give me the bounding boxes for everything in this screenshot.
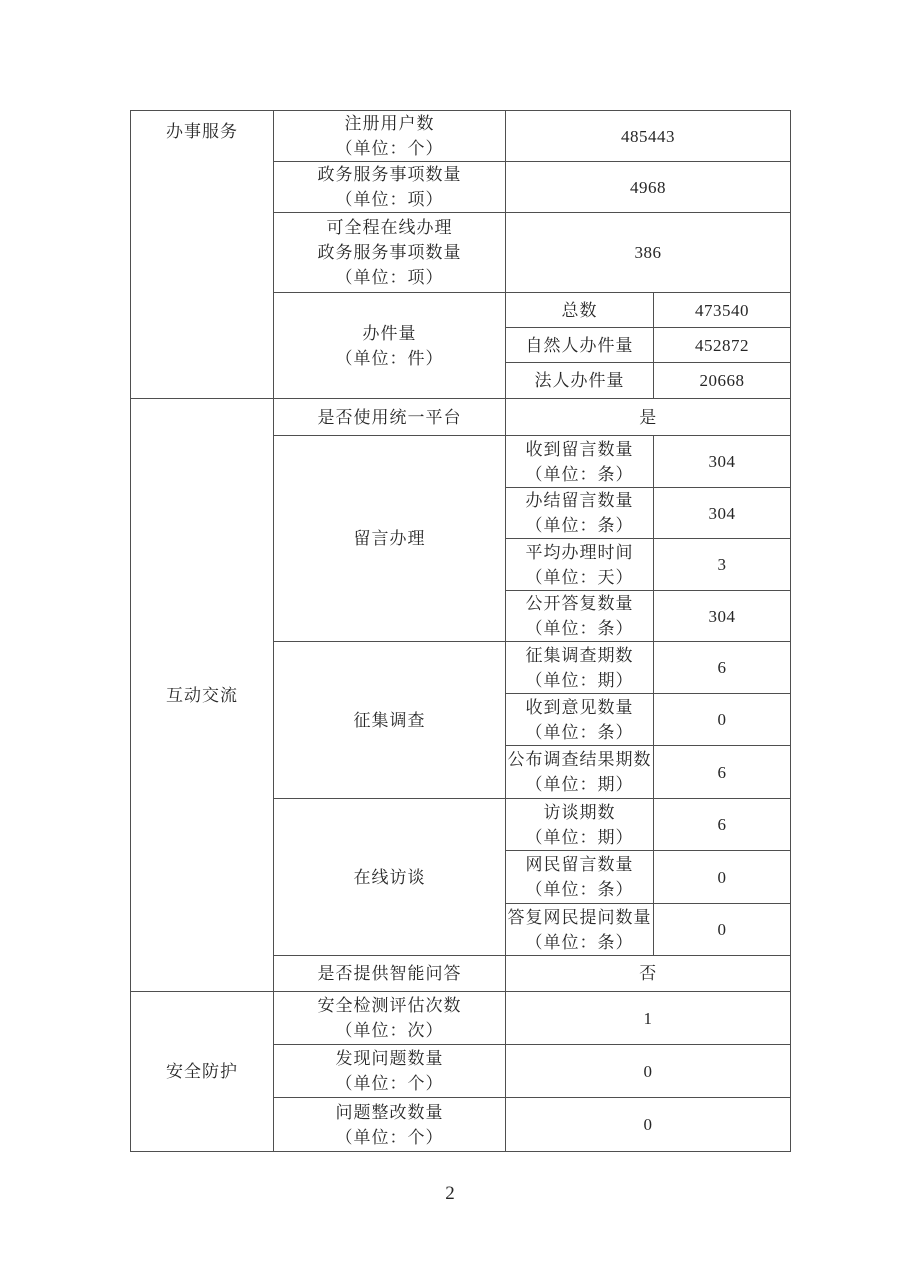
row-label-cell: [274, 956, 506, 992]
row-value: 485443: [506, 111, 791, 162]
row-label-cell: [274, 1098, 506, 1152]
row-value: 0: [506, 1098, 791, 1152]
subrow-label-cell: [506, 436, 654, 488]
row-label-cell: [274, 111, 506, 162]
group-label-cell: [274, 799, 506, 956]
subrow-label: 法人办件量: [534, 371, 625, 390]
group-unit: （单位：件）: [335, 348, 444, 368]
row-label-cell: [274, 213, 506, 293]
row-value: 是: [506, 399, 791, 436]
row-value: 否: [506, 956, 791, 992]
row-value: 386: [506, 213, 791, 293]
section-category-interaction: [131, 399, 274, 992]
subrow-label: 收到留言数量: [525, 439, 634, 459]
section-category-service: [131, 111, 274, 399]
subrow-label: 办结留言数量: [525, 491, 634, 510]
row-unit: （单位：个）: [335, 1074, 444, 1093]
row-label-line2: 政务服务事项数量: [317, 243, 462, 262]
row-label-cell: [274, 162, 506, 213]
subrow-value: 6: [654, 799, 791, 851]
subrow-label-cell: [506, 328, 654, 363]
row-label: 可全程在线办理: [326, 218, 453, 237]
row-label: 是否提供智能问答: [317, 964, 462, 983]
subrow-unit: （单位：期）: [525, 670, 634, 690]
subrow-value: 0: [654, 904, 791, 956]
subrow-label-cell: [506, 904, 654, 956]
group-label-cell: [274, 436, 506, 642]
subrow-unit: （单位：期）: [525, 827, 634, 847]
subrow-label: 公开答复数量: [525, 594, 634, 613]
subrow-unit: （单位：条）: [525, 464, 634, 484]
row-label-cell: [274, 992, 506, 1045]
row-unit: （单位：次）: [335, 1021, 444, 1040]
subrow-value: 304: [654, 591, 791, 642]
subrow-value: 0: [654, 694, 791, 746]
row-value: 4968: [506, 162, 791, 213]
row-label: 发现问题数量: [335, 1049, 444, 1068]
subrow-label: 网民留言数量: [525, 855, 634, 874]
subrow-unit: （单位：条）: [525, 880, 634, 899]
row-value: 1: [506, 992, 791, 1045]
group-label-cell: [274, 293, 506, 399]
subrow-value: 0: [654, 851, 791, 904]
subrow-unit: （单位：天）: [525, 567, 634, 587]
subrow-label: 平均办理时间: [525, 542, 634, 562]
section-category-label: 办事服务: [166, 122, 238, 141]
subrow-value: 6: [654, 642, 791, 694]
group-label: 征集调查: [353, 710, 426, 730]
subrow-unit: （单位：期）: [525, 775, 634, 794]
subrow-label-cell: [506, 799, 654, 851]
row-unit: （单位：项）: [335, 268, 444, 287]
group-label-cell: [274, 642, 506, 799]
row-label: 注册用户数: [344, 114, 435, 133]
subrow-label-cell: [506, 851, 654, 904]
section-category-security: [131, 992, 274, 1152]
section-category-label: 互动交流: [166, 685, 238, 705]
group-label: 留言办理: [353, 529, 426, 548]
subrow-value: 473540: [654, 293, 791, 328]
subrow-label-cell: [506, 591, 654, 642]
subrow-unit: （单位：条）: [525, 516, 634, 535]
group-label: 办件量: [362, 323, 417, 343]
subrow-label: 公布调查结果期数: [507, 750, 652, 769]
row-unit: （单位：个）: [335, 1127, 444, 1147]
subrow-label: 收到意见数量: [525, 697, 634, 717]
row-label: 政务服务事项数量: [317, 165, 462, 184]
row-label: 安全检测评估次数: [317, 996, 462, 1015]
subrow-value: 20668: [654, 363, 791, 399]
row-label-cell: [274, 399, 506, 436]
row-label-cell: [274, 1045, 506, 1098]
subrow-label-cell: [506, 642, 654, 694]
subrow-label: 征集调查期数: [525, 645, 634, 665]
subrow-label-cell: [506, 363, 654, 399]
row-unit: （单位：项）: [335, 190, 444, 209]
group-label: 在线访谈: [353, 867, 426, 887]
section-category-label: 安全防护: [166, 1062, 238, 1081]
subrow-value: 452872: [654, 328, 791, 363]
subrow-value: 304: [654, 488, 791, 539]
report-table: [130, 110, 791, 1152]
row-value: 0: [506, 1045, 791, 1098]
subrow-unit: （单位：条）: [525, 722, 634, 742]
subrow-value: 6: [654, 746, 791, 799]
subrow-label-cell: [506, 746, 654, 799]
subrow-label-cell: [506, 293, 654, 328]
row-unit: （单位：个）: [335, 139, 444, 158]
subrow-value: 304: [654, 436, 791, 488]
subrow-label: 自然人办件量: [525, 335, 634, 355]
row-label: 问题整改数量: [335, 1102, 444, 1122]
subrow-label: 访谈期数: [543, 802, 616, 822]
subrow-unit: （单位：条）: [525, 619, 634, 638]
subrow-label-cell: [506, 488, 654, 539]
subrow-label-cell: [506, 694, 654, 746]
subrow-label: 总数: [561, 300, 598, 320]
row-label: 是否使用统一平台: [317, 407, 462, 427]
subrow-unit: （单位：条）: [525, 932, 634, 952]
subrow-label-cell: [506, 539, 654, 591]
page-number: 2: [445, 1183, 455, 1204]
subrow-value: 3: [654, 539, 791, 591]
subrow-label: 答复网民提问数量: [507, 907, 652, 927]
